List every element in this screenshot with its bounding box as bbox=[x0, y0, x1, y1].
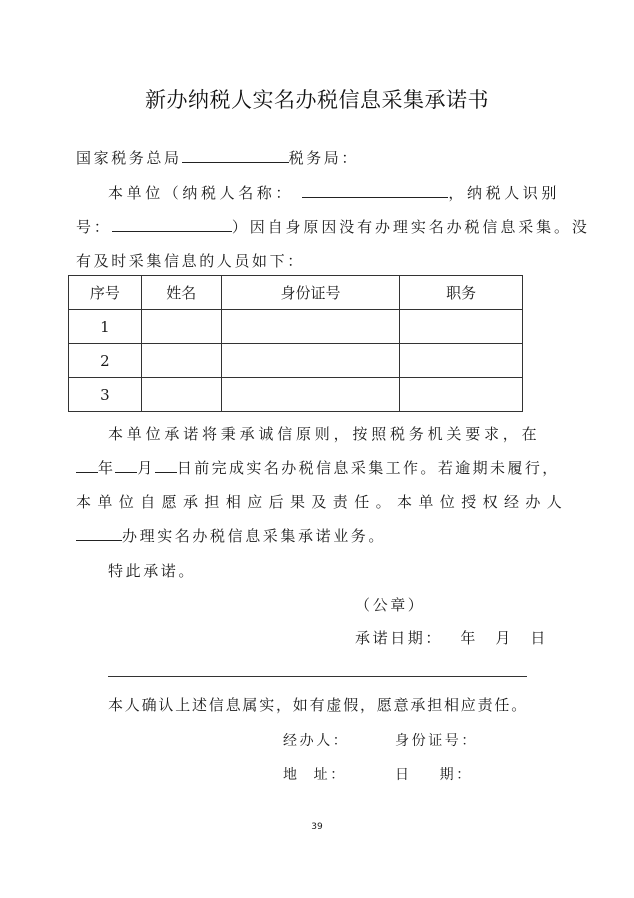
taxpayer-id-label-cont: 号： bbox=[76, 218, 112, 236]
para2-line1: 本单位承诺将秉承诚信原则，按照税务机关要求，在 bbox=[108, 425, 541, 443]
agent-name-blank[interactable] bbox=[76, 526, 122, 541]
official-seal-label: （公章） bbox=[355, 596, 426, 614]
table-header-row bbox=[69, 276, 523, 310]
month-label: 月 bbox=[137, 459, 155, 477]
salutation-suffix: 税务局： bbox=[288, 149, 360, 167]
cell-position[interactable] bbox=[400, 344, 523, 378]
salutation bbox=[76, 148, 359, 168]
cell-position[interactable] bbox=[400, 378, 523, 412]
salutation-prefix: 国家税务总局 bbox=[76, 149, 182, 167]
deadline-year-blank[interactable] bbox=[76, 458, 98, 473]
commit-year[interactable]: 年 bbox=[460, 629, 478, 647]
table-row bbox=[69, 378, 523, 412]
closing-text: 特此承诺。 bbox=[108, 562, 197, 580]
cell-no: 2 bbox=[69, 344, 142, 378]
taxpayer-id-label: ，纳税人识别 bbox=[448, 184, 560, 202]
header-id: 身份证号 bbox=[221, 276, 400, 310]
header-name: 姓名 bbox=[141, 276, 221, 310]
cell-id[interactable] bbox=[221, 378, 400, 412]
cell-no: 1 bbox=[69, 310, 142, 344]
tax-bureau-blank[interactable] bbox=[182, 148, 289, 163]
address-label bbox=[283, 765, 347, 785]
commit-date bbox=[355, 628, 548, 648]
para1-line2-text: ）因自身原因没有办理实名办税信息采集。没 bbox=[231, 218, 590, 236]
page-number: 39 bbox=[311, 822, 323, 832]
cell-name[interactable] bbox=[141, 310, 221, 344]
date-label-part2: 期： bbox=[439, 767, 473, 783]
date-label-part1: 日 bbox=[395, 767, 412, 783]
header-position: 职务 bbox=[400, 276, 523, 310]
address-label-part2: 址： bbox=[313, 767, 347, 783]
table-row bbox=[69, 344, 523, 378]
staff-table bbox=[68, 275, 523, 412]
cell-id[interactable] bbox=[221, 310, 400, 344]
date-label bbox=[395, 765, 473, 785]
para1-line1 bbox=[108, 183, 560, 203]
taxpayer-name-label: 本单位（纳税人名称： bbox=[108, 184, 295, 202]
commit-day[interactable]: 日 bbox=[530, 629, 548, 647]
cell-name[interactable] bbox=[141, 378, 221, 412]
header-no: 序号 bbox=[69, 276, 142, 310]
para2-line3: 本单位自愿承担相应后果及责任。本单位授权经办人 bbox=[76, 493, 569, 511]
cell-name[interactable] bbox=[141, 344, 221, 378]
separator-line bbox=[108, 676, 527, 677]
cell-id[interactable] bbox=[221, 344, 400, 378]
agent-label: 经办人： bbox=[283, 733, 350, 749]
confirmation-statement: 本人确认上述信息属实，如有虚假，愿意承担相应责任。 bbox=[108, 696, 529, 714]
commit-month[interactable]: 月 bbox=[495, 629, 513, 647]
para1-line3: 有及时采集信息的人员如下： bbox=[76, 252, 305, 270]
taxpayer-id-blank[interactable] bbox=[112, 217, 232, 232]
cell-no: 3 bbox=[69, 378, 142, 412]
para2-line2 bbox=[76, 458, 560, 478]
para2-line4-text: 办理实名办税信息采集承诺业务。 bbox=[122, 527, 387, 545]
address-label-part1: 地 bbox=[283, 767, 300, 783]
para1-line2 bbox=[76, 217, 590, 237]
taxpayer-name-blank[interactable] bbox=[302, 183, 448, 198]
deadline-day-blank[interactable] bbox=[155, 458, 177, 473]
document-title: 新办纳税人实名办税信息采集承诺书 bbox=[145, 88, 489, 112]
commit-date-label: 承诺日期： bbox=[355, 629, 444, 647]
cell-position[interactable] bbox=[400, 310, 523, 344]
para2-line2-text: 日前完成实名办税信息采集工作。若逾期未履行， bbox=[176, 459, 560, 477]
table-row bbox=[69, 310, 523, 344]
para2-line4 bbox=[76, 526, 386, 546]
agent-id-label: 身份证号： bbox=[395, 733, 478, 749]
year-label: 年 bbox=[98, 459, 116, 477]
deadline-month-blank[interactable] bbox=[115, 458, 137, 473]
